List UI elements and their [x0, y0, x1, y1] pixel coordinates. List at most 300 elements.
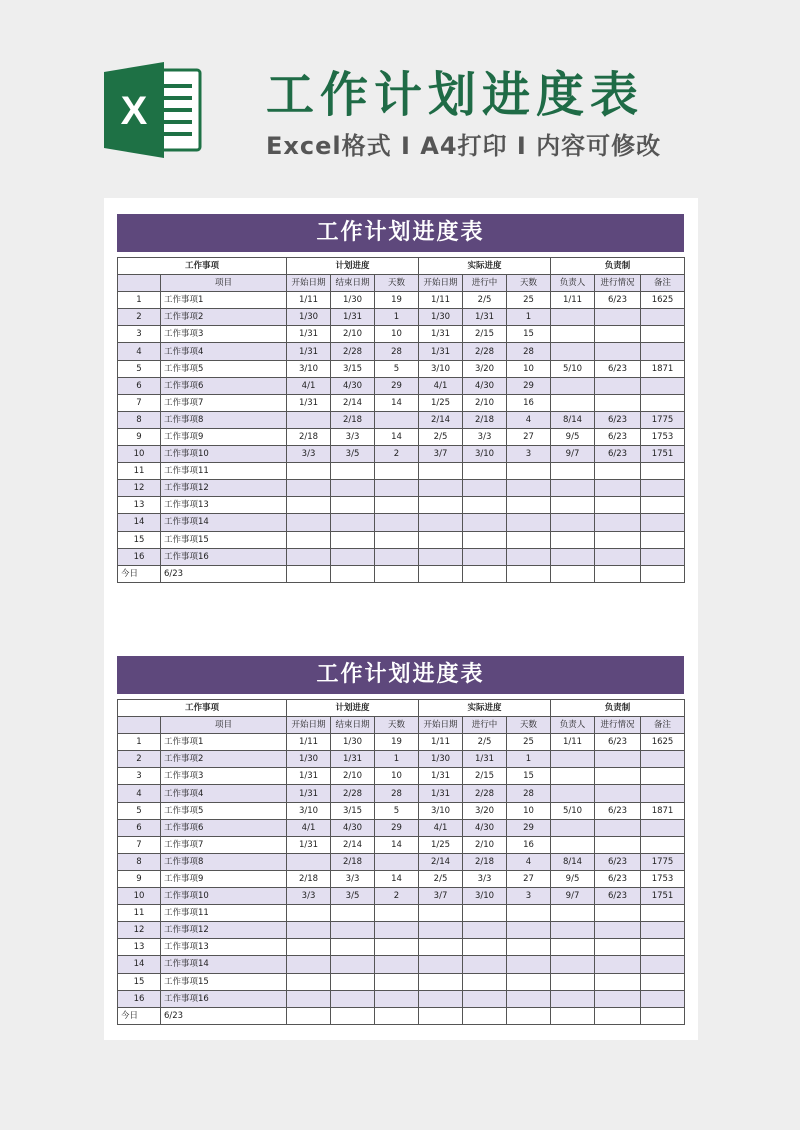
plan-end-cell: 2/18 — [331, 411, 375, 428]
actual-days-cell: 25 — [507, 292, 551, 309]
owner-cell — [551, 973, 595, 990]
table-row — [118, 514, 685, 531]
actual-start-cell — [419, 548, 463, 565]
column-header: 开始日期 — [419, 275, 463, 292]
note-cell — [641, 939, 685, 956]
item-name: 工作事项16 — [161, 990, 287, 1007]
table-row — [118, 768, 685, 785]
row-number: 5 — [118, 360, 161, 377]
plan-start-cell: 3/3 — [287, 888, 331, 905]
note-cell: 1751 — [641, 888, 685, 905]
plan-end-cell: 3/15 — [331, 802, 375, 819]
column-header: 天数 — [375, 275, 419, 292]
schedule-table — [117, 257, 685, 583]
plan-end-cell: 3/5 — [331, 446, 375, 463]
today-value: 6/23 — [161, 565, 287, 582]
actual-days-cell: 28 — [507, 343, 551, 360]
actual-days-cell: 29 — [507, 377, 551, 394]
actual-start-cell: 1/25 — [419, 836, 463, 853]
table-row — [118, 411, 685, 428]
owner-cell — [551, 785, 595, 802]
plan-start-cell: 1/31 — [287, 394, 331, 411]
column-header: 进行中 — [463, 275, 507, 292]
page-title: 工作计划进度表 — [266, 67, 645, 123]
owner-cell — [551, 531, 595, 548]
item-name: 工作事项7 — [161, 836, 287, 853]
note-cell — [641, 905, 685, 922]
group-header-owner: 负责制 — [551, 258, 685, 275]
item-name: 工作事项15 — [161, 973, 287, 990]
table-row — [118, 497, 685, 514]
actual-start-cell — [419, 480, 463, 497]
table-row — [118, 785, 685, 802]
item-name: 工作事项2 — [161, 751, 287, 768]
item-name: 工作事项11 — [161, 463, 287, 480]
actual-progress-cell: 4/30 — [463, 819, 507, 836]
plan-end-cell: 3/3 — [331, 870, 375, 887]
plan-end-cell — [331, 548, 375, 565]
table-row — [118, 463, 685, 480]
plan-end-cell — [331, 497, 375, 514]
note-cell — [641, 497, 685, 514]
row-number: 10 — [118, 446, 161, 463]
plan-days-cell — [375, 497, 419, 514]
actual-progress-cell: 2/15 — [463, 326, 507, 343]
table-row — [118, 836, 685, 853]
empty-cell — [463, 565, 507, 582]
excel-logo-icon — [104, 62, 204, 158]
actual-start-cell: 2/14 — [419, 853, 463, 870]
owner-cell — [551, 956, 595, 973]
plan-days-cell: 14 — [375, 394, 419, 411]
column-header: 开始日期 — [419, 717, 463, 734]
group-header-owner: 负责制 — [551, 700, 685, 717]
plan-end-cell: 2/18 — [331, 853, 375, 870]
page-header — [0, 0, 800, 200]
actual-days-cell — [507, 922, 551, 939]
row-number: 4 — [118, 785, 161, 802]
note-cell — [641, 956, 685, 973]
empty-cell — [551, 565, 595, 582]
plan-days-cell — [375, 514, 419, 531]
plan-end-cell: 2/14 — [331, 836, 375, 853]
plan-start-cell — [287, 497, 331, 514]
table-row — [118, 802, 685, 819]
note-cell — [641, 394, 685, 411]
table-row — [118, 360, 685, 377]
plan-end-cell — [331, 939, 375, 956]
status-cell — [595, 548, 641, 565]
owner-cell — [551, 377, 595, 394]
actual-progress-cell — [463, 480, 507, 497]
empty-cell — [551, 1007, 595, 1024]
plan-end-cell — [331, 463, 375, 480]
plan-days-cell — [375, 939, 419, 956]
plan-days-cell — [375, 548, 419, 565]
owner-cell — [551, 480, 595, 497]
row-number: 1 — [118, 292, 161, 309]
owner-cell — [551, 819, 595, 836]
row-number: 1 — [118, 734, 161, 751]
actual-days-cell — [507, 463, 551, 480]
row-number: 15 — [118, 973, 161, 990]
row-number: 9 — [118, 870, 161, 887]
owner-cell — [551, 497, 595, 514]
item-name: 工作事项9 — [161, 428, 287, 445]
actual-start-cell — [419, 956, 463, 973]
plan-days-cell — [375, 956, 419, 973]
item-name: 工作事项10 — [161, 446, 287, 463]
actual-progress-cell: 2/18 — [463, 853, 507, 870]
status-cell — [595, 377, 641, 394]
empty-cell — [463, 1007, 507, 1024]
table-row — [118, 990, 685, 1007]
column-header: 负责人 — [551, 275, 595, 292]
empty-cell — [331, 1007, 375, 1024]
status-cell — [595, 956, 641, 973]
actual-days-cell — [507, 497, 551, 514]
plan-start-cell — [287, 939, 331, 956]
empty-cell — [287, 565, 331, 582]
actual-progress-cell: 2/5 — [463, 734, 507, 751]
note-cell — [641, 768, 685, 785]
plan-start-cell — [287, 548, 331, 565]
status-cell — [595, 973, 641, 990]
plan-start-cell: 1/31 — [287, 326, 331, 343]
table-row — [118, 819, 685, 836]
actual-progress-cell — [463, 956, 507, 973]
row-number: 6 — [118, 819, 161, 836]
empty-cell — [595, 1007, 641, 1024]
plan-end-cell — [331, 480, 375, 497]
status-cell: 6/23 — [595, 734, 641, 751]
note-cell — [641, 785, 685, 802]
empty-cell — [641, 1007, 685, 1024]
actual-progress-cell: 2/28 — [463, 343, 507, 360]
owner-cell — [551, 939, 595, 956]
plan-end-cell — [331, 990, 375, 1007]
status-cell — [595, 463, 641, 480]
actual-progress-cell — [463, 531, 507, 548]
status-cell — [595, 836, 641, 853]
row-number: 16 — [118, 990, 161, 1007]
owner-cell: 1/11 — [551, 734, 595, 751]
status-cell — [595, 990, 641, 1007]
item-name: 工作事项11 — [161, 905, 287, 922]
note-cell: 1751 — [641, 446, 685, 463]
actual-start-cell — [419, 514, 463, 531]
owner-cell — [551, 836, 595, 853]
empty-cell — [331, 565, 375, 582]
actual-days-cell: 27 — [507, 870, 551, 887]
table-row — [118, 343, 685, 360]
item-name: 工作事项1 — [161, 734, 287, 751]
status-cell — [595, 326, 641, 343]
plan-days-cell: 14 — [375, 870, 419, 887]
note-cell — [641, 836, 685, 853]
plan-start-cell: 4/1 — [287, 819, 331, 836]
actual-start-cell: 1/31 — [419, 326, 463, 343]
plan-start-cell — [287, 956, 331, 973]
actual-start-cell: 3/7 — [419, 888, 463, 905]
actual-progress-cell: 2/28 — [463, 785, 507, 802]
group-header-plan: 计划进度 — [287, 700, 419, 717]
plan-end-cell: 2/10 — [331, 326, 375, 343]
actual-days-cell — [507, 480, 551, 497]
group-header-actual: 实际进度 — [419, 258, 551, 275]
plan-days-cell: 10 — [375, 326, 419, 343]
note-cell: 1871 — [641, 802, 685, 819]
actual-progress-cell — [463, 905, 507, 922]
actual-start-cell: 3/10 — [419, 360, 463, 377]
plan-days-cell: 29 — [375, 819, 419, 836]
note-cell — [641, 480, 685, 497]
column-header: 天数 — [507, 717, 551, 734]
note-cell — [641, 343, 685, 360]
row-number: 7 — [118, 836, 161, 853]
status-cell — [595, 309, 641, 326]
status-cell — [595, 768, 641, 785]
plan-start-cell: 1/30 — [287, 309, 331, 326]
item-name: 工作事项13 — [161, 939, 287, 956]
group-header-item: 工作事项 — [118, 258, 287, 275]
item-name: 工作事项3 — [161, 768, 287, 785]
plan-days-cell — [375, 973, 419, 990]
actual-progress-cell: 2/15 — [463, 768, 507, 785]
actual-start-cell: 1/31 — [419, 785, 463, 802]
column-header: 结束日期 — [331, 717, 375, 734]
column-header-number — [118, 275, 161, 292]
row-number: 3 — [118, 326, 161, 343]
owner-cell — [551, 922, 595, 939]
note-cell: 1753 — [641, 870, 685, 887]
row-number: 12 — [118, 922, 161, 939]
today-value: 6/23 — [161, 1007, 287, 1024]
actual-start-cell — [419, 497, 463, 514]
actual-days-cell — [507, 905, 551, 922]
plan-days-cell: 19 — [375, 734, 419, 751]
empty-cell — [595, 565, 641, 582]
column-header: 开始日期 — [287, 275, 331, 292]
today-label: 今日 — [118, 1007, 161, 1024]
plan-days-cell — [375, 922, 419, 939]
plan-days-cell — [375, 905, 419, 922]
actual-start-cell: 4/1 — [419, 377, 463, 394]
table-row — [118, 939, 685, 956]
logo-letter: X — [120, 89, 148, 133]
today-row — [118, 1007, 685, 1024]
column-header: 开始日期 — [287, 717, 331, 734]
actual-days-cell: 29 — [507, 819, 551, 836]
item-name: 工作事项4 — [161, 343, 287, 360]
column-header: 天数 — [375, 717, 419, 734]
plan-days-cell: 28 — [375, 343, 419, 360]
table-row — [118, 548, 685, 565]
plan-end-cell — [331, 973, 375, 990]
status-cell — [595, 751, 641, 768]
plan-start-cell: 3/10 — [287, 360, 331, 377]
group-header-actual: 实际进度 — [419, 700, 551, 717]
actual-days-cell: 16 — [507, 394, 551, 411]
plan-start-cell: 3/3 — [287, 446, 331, 463]
actual-days-cell: 15 — [507, 326, 551, 343]
actual-days-cell — [507, 531, 551, 548]
status-cell: 6/23 — [595, 292, 641, 309]
schedule-table — [117, 699, 685, 1025]
plan-days-cell: 1 — [375, 309, 419, 326]
status-cell — [595, 343, 641, 360]
table-row — [118, 480, 685, 497]
actual-start-cell: 1/31 — [419, 343, 463, 360]
row-number: 16 — [118, 548, 161, 565]
group-header-plan: 计划进度 — [287, 258, 419, 275]
table-row — [118, 292, 685, 309]
actual-days-cell — [507, 990, 551, 1007]
item-name: 工作事项5 — [161, 360, 287, 377]
actual-days-cell — [507, 548, 551, 565]
plan-days-cell: 2 — [375, 446, 419, 463]
owner-cell — [551, 990, 595, 1007]
plan-start-cell: 1/11 — [287, 734, 331, 751]
row-number: 5 — [118, 802, 161, 819]
column-header: 结束日期 — [331, 275, 375, 292]
column-header: 负责人 — [551, 717, 595, 734]
plan-days-cell: 10 — [375, 768, 419, 785]
status-cell: 6/23 — [595, 428, 641, 445]
row-number: 8 — [118, 853, 161, 870]
status-cell — [595, 531, 641, 548]
note-cell: 1625 — [641, 292, 685, 309]
plan-days-cell — [375, 463, 419, 480]
note-cell — [641, 514, 685, 531]
actual-start-cell: 2/5 — [419, 428, 463, 445]
empty-cell — [375, 1007, 419, 1024]
plan-start-cell: 4/1 — [287, 377, 331, 394]
table-row — [118, 973, 685, 990]
table-row — [118, 326, 685, 343]
status-cell: 6/23 — [595, 888, 641, 905]
column-header: 进行情况 — [595, 717, 641, 734]
actual-days-cell: 3 — [507, 888, 551, 905]
actual-start-cell — [419, 922, 463, 939]
status-cell — [595, 922, 641, 939]
actual-progress-cell — [463, 973, 507, 990]
note-cell — [641, 548, 685, 565]
table-row — [118, 428, 685, 445]
row-number: 12 — [118, 480, 161, 497]
item-name: 工作事项6 — [161, 377, 287, 394]
actual-progress-cell — [463, 990, 507, 1007]
item-name: 工作事项8 — [161, 411, 287, 428]
plan-end-cell: 4/30 — [331, 819, 375, 836]
actual-start-cell: 1/30 — [419, 751, 463, 768]
column-header: 进行中 — [463, 717, 507, 734]
actual-start-cell: 2/5 — [419, 870, 463, 887]
actual-days-cell: 4 — [507, 853, 551, 870]
plan-start-cell — [287, 990, 331, 1007]
status-cell — [595, 939, 641, 956]
plan-days-cell: 28 — [375, 785, 419, 802]
actual-progress-cell — [463, 939, 507, 956]
actual-start-cell — [419, 463, 463, 480]
actual-progress-cell — [463, 463, 507, 480]
owner-cell: 9/5 — [551, 428, 595, 445]
actual-days-cell: 15 — [507, 768, 551, 785]
actual-days-cell: 27 — [507, 428, 551, 445]
actual-progress-cell: 3/10 — [463, 446, 507, 463]
table-row — [118, 888, 685, 905]
note-cell — [641, 819, 685, 836]
plan-start-cell: 1/11 — [287, 292, 331, 309]
item-name: 工作事项7 — [161, 394, 287, 411]
table-row — [118, 905, 685, 922]
item-name: 工作事项1 — [161, 292, 287, 309]
actual-progress-cell: 2/18 — [463, 411, 507, 428]
actual-progress-cell: 2/10 — [463, 394, 507, 411]
table-row — [118, 377, 685, 394]
actual-progress-cell: 1/31 — [463, 751, 507, 768]
row-number: 4 — [118, 343, 161, 360]
note-cell: 1753 — [641, 428, 685, 445]
actual-start-cell: 3/10 — [419, 802, 463, 819]
plan-end-cell: 2/28 — [331, 343, 375, 360]
table-row — [118, 853, 685, 870]
actual-start-cell: 4/1 — [419, 819, 463, 836]
plan-start-cell: 3/10 — [287, 802, 331, 819]
column-header: 天数 — [507, 275, 551, 292]
plan-start-cell: 1/31 — [287, 785, 331, 802]
empty-cell — [507, 565, 551, 582]
owner-cell — [551, 463, 595, 480]
actual-start-cell: 1/30 — [419, 309, 463, 326]
note-cell: 1775 — [641, 411, 685, 428]
actual-days-cell: 3 — [507, 446, 551, 463]
actual-progress-cell: 3/3 — [463, 870, 507, 887]
row-number: 11 — [118, 905, 161, 922]
plan-end-cell: 1/31 — [331, 309, 375, 326]
actual-progress-cell: 1/31 — [463, 309, 507, 326]
plan-end-cell: 2/28 — [331, 785, 375, 802]
status-cell: 6/23 — [595, 446, 641, 463]
column-header-number — [118, 717, 161, 734]
plan-days-cell: 1 — [375, 751, 419, 768]
item-name: 工作事项10 — [161, 888, 287, 905]
row-number: 6 — [118, 377, 161, 394]
plan-end-cell: 1/31 — [331, 751, 375, 768]
row-number: 15 — [118, 531, 161, 548]
status-cell — [595, 394, 641, 411]
actual-start-cell: 1/25 — [419, 394, 463, 411]
column-header-row — [118, 275, 685, 292]
empty-cell — [507, 1007, 551, 1024]
plan-start-cell — [287, 853, 331, 870]
owner-cell — [551, 768, 595, 785]
actual-days-cell: 4 — [507, 411, 551, 428]
table-row — [118, 922, 685, 939]
plan-start-cell: 1/31 — [287, 768, 331, 785]
column-header: 备注 — [641, 275, 685, 292]
column-header-row — [118, 717, 685, 734]
plan-start-cell — [287, 480, 331, 497]
row-number: 3 — [118, 768, 161, 785]
schedule-sheet-1 — [117, 214, 684, 583]
row-number: 14 — [118, 956, 161, 973]
item-name: 工作事项2 — [161, 309, 287, 326]
plan-start-cell — [287, 531, 331, 548]
plan-days-cell: 19 — [375, 292, 419, 309]
plan-end-cell — [331, 531, 375, 548]
owner-cell — [551, 309, 595, 326]
